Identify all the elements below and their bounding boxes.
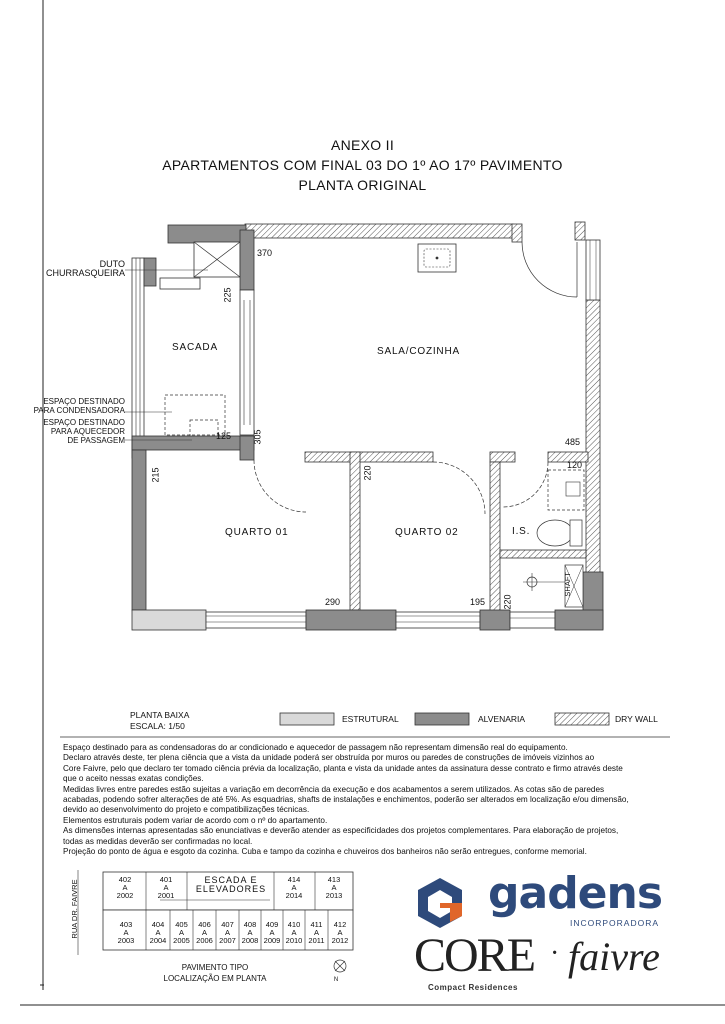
note-line: todas as medidas deverão ser confirmadas no local. <box>63 836 253 846</box>
dim-220-b: 220 <box>502 594 513 610</box>
label-cond-2: PARA CONDENSADORA <box>33 406 125 415</box>
note-line: Projeção do ponto de água e esgoto da cozinha. Cuba e tampo da cozinha e chuveiros dos banheiros não serão entregues, conforme memorial. <box>63 847 587 857</box>
unit-bottom: 412 A 2012 <box>331 920 349 945</box>
core-dot: · <box>550 938 560 969</box>
sacada-bottom-wall <box>132 436 254 450</box>
gadens-logo-mark <box>418 878 462 928</box>
sacada-wall-top <box>240 230 254 290</box>
dim-485: 485 <box>565 437 581 447</box>
note-line: Declaro através deste, ter plena ciência que a vista da unidade poderá ser obstruída por muros ou paredes de construções de imóveis vizinhos ao <box>63 753 595 763</box>
label-churrasqueira: CHURRASQUEIRA <box>45 268 125 278</box>
note-line: Elementos estruturais podem variar de acordo com o nº do apartamento. <box>63 815 328 825</box>
label-aq-2: PARA AQUECEDOR <box>50 427 125 436</box>
legend-escala: ESCALA: 1/50 <box>130 721 185 731</box>
note-line: que o aceito nessas exatas condições. <box>63 774 204 784</box>
dim-305: 305 <box>252 429 263 445</box>
room-sala-cozinha: SALA/COZINHA <box>377 346 460 357</box>
bottom-wall-mid <box>306 610 396 630</box>
legend-swatch-alvenaria <box>415 713 469 725</box>
unit-top: 401 A 2001 <box>157 875 175 900</box>
faivre-wordmark: faivre <box>568 934 660 979</box>
unit-bottom: 406 A 2006 <box>196 920 213 945</box>
legend-planta-baixa: PLANTA BAIXA <box>130 710 190 720</box>
unit-bottom: 410 A 2010 <box>285 920 303 945</box>
unit-bottom: 411 A 2011 <box>308 920 325 945</box>
unit-bottom: 408 A 2008 <box>241 920 259 945</box>
label-aq-1: ESPAÇO DESTINADO <box>43 418 125 427</box>
keyplan-elevadores: ELEVADORES <box>195 884 267 894</box>
label-aq-3: DE PASSAGEM <box>67 436 125 445</box>
dim-290: 290 <box>325 597 341 607</box>
compact-residences-label: Compact Residences <box>428 983 518 992</box>
note-line: Core Faivre, pelo que declaro ter tomado ciência prévia da localização, planta e vista da unidade antes da assinatura desse contrato e firmo através deste <box>63 763 623 773</box>
keyplan-caption-1: PAVIMENTO TIPO <box>181 963 249 972</box>
note-line: Espaço destinado para as condensadoras do ar condicionado e aquecedor de passagem não representam dimensão real do equipamento. <box>63 743 568 752</box>
window-is <box>510 612 555 628</box>
note-line: devido ao desenvolvimento do projeto e compatibilizações técnicas. <box>63 805 310 815</box>
sala-quarto-wall <box>305 452 433 462</box>
label-cond-1: ESPAÇO DESTINADO <box>43 397 125 406</box>
room-is: I.S. <box>512 526 531 537</box>
room-quarto-02: QUARTO 02 <box>395 527 459 538</box>
title-line-2: APARTAMENTOS COM FINAL 03 DO 1º AO 17º PAVIMENTO <box>162 157 563 173</box>
unit-bottom: 409 A 2009 <box>263 920 281 945</box>
sacada-door <box>240 290 254 435</box>
right-wall <box>586 300 600 575</box>
dim-120: 120 <box>567 460 583 470</box>
window-quarto1 <box>206 612 306 628</box>
duto-top-wall <box>168 225 246 243</box>
unit-bottom: 407 A 2007 <box>219 920 236 945</box>
title-line-1: ANEXO II <box>330 137 395 153</box>
toilet <box>537 520 573 546</box>
note-line: acabadas, podendo sofrer alterações de até 5%. As esquadrias, shafts de instalações e enchimentos, poderão ser alterados em localização e/ou dimensão, <box>63 795 629 805</box>
dim-125: 125 <box>216 431 232 441</box>
room-sacada: SACADA <box>172 342 218 353</box>
room-shaft: SHAFT <box>563 572 572 597</box>
north-label: N <box>333 977 339 983</box>
sacada-railing <box>132 258 144 458</box>
legend-estrutural: ESTRUTURAL <box>342 714 399 724</box>
unit-bottom: 404 A 2004 <box>149 920 167 945</box>
entry-door-swing <box>522 242 577 297</box>
notes-block <box>63 743 673 857</box>
unit-bottom: 403 A 2003 <box>117 920 135 945</box>
quarto1-left-wall <box>132 450 146 610</box>
bottom-structural-left <box>132 610 206 630</box>
keyplan-street: RUA DR. FAIVRE <box>70 879 79 939</box>
legend-swatch-estrutural <box>280 713 334 725</box>
condensadora-space <box>165 395 225 435</box>
dim-195: 195 <box>470 597 486 607</box>
shower-wall <box>500 550 586 558</box>
window-quarto2 <box>396 612 480 628</box>
title-line-3: PLANTA ORIGINAL <box>298 177 427 193</box>
unit-top: 414 A 2014 <box>285 875 303 900</box>
incorporadora-label: INCORPORADORA <box>570 918 660 928</box>
is-left-wall <box>490 462 500 612</box>
top-wall-end <box>512 224 522 242</box>
gadens-wordmark: gadens <box>488 868 663 919</box>
unit-top: 402 A 2002 <box>116 875 134 900</box>
legend-swatch-drywall <box>555 713 609 725</box>
quarto-divider-wall <box>350 452 360 610</box>
right-wall-top <box>575 222 585 240</box>
legend-alvenaria: ALVENARIA <box>478 714 526 724</box>
keyplan-caption-2: LOCALIZAÇÃO EM PLANTA <box>163 974 267 983</box>
core-wordmark: CORE <box>414 929 535 982</box>
top-wall <box>245 224 513 238</box>
quarto1-door-swing <box>254 460 306 512</box>
legend-drywall: DRY WALL <box>615 714 658 724</box>
is-door-swing <box>503 462 548 507</box>
dim-220-a: 220 <box>362 465 373 481</box>
dim-370: 370 <box>257 248 273 258</box>
note-line: Medidas livres entre paredes estão sujeitas a variação em decorrência da execução e dos acabamentos a serem utilizados. As cotas são de paredes <box>63 784 605 794</box>
dim-215: 215 <box>150 467 161 483</box>
unit-bottom: 405 A 2005 <box>173 920 190 945</box>
dim-225: 225 <box>222 287 233 303</box>
note-line: As dimensões internas apresentadas são enunciativas e deverão atender as especificidades dos projetos complementares. Para elaboração de projetos, <box>63 826 619 836</box>
keyplan-escada: ESCADA E <box>204 875 258 885</box>
quarto2-door-swing <box>433 462 485 514</box>
unit-top: 413 A 2013 <box>325 875 343 900</box>
room-quarto-01: QUARTO 01 <box>225 527 289 538</box>
label-duto: DUTO <box>99 259 125 269</box>
